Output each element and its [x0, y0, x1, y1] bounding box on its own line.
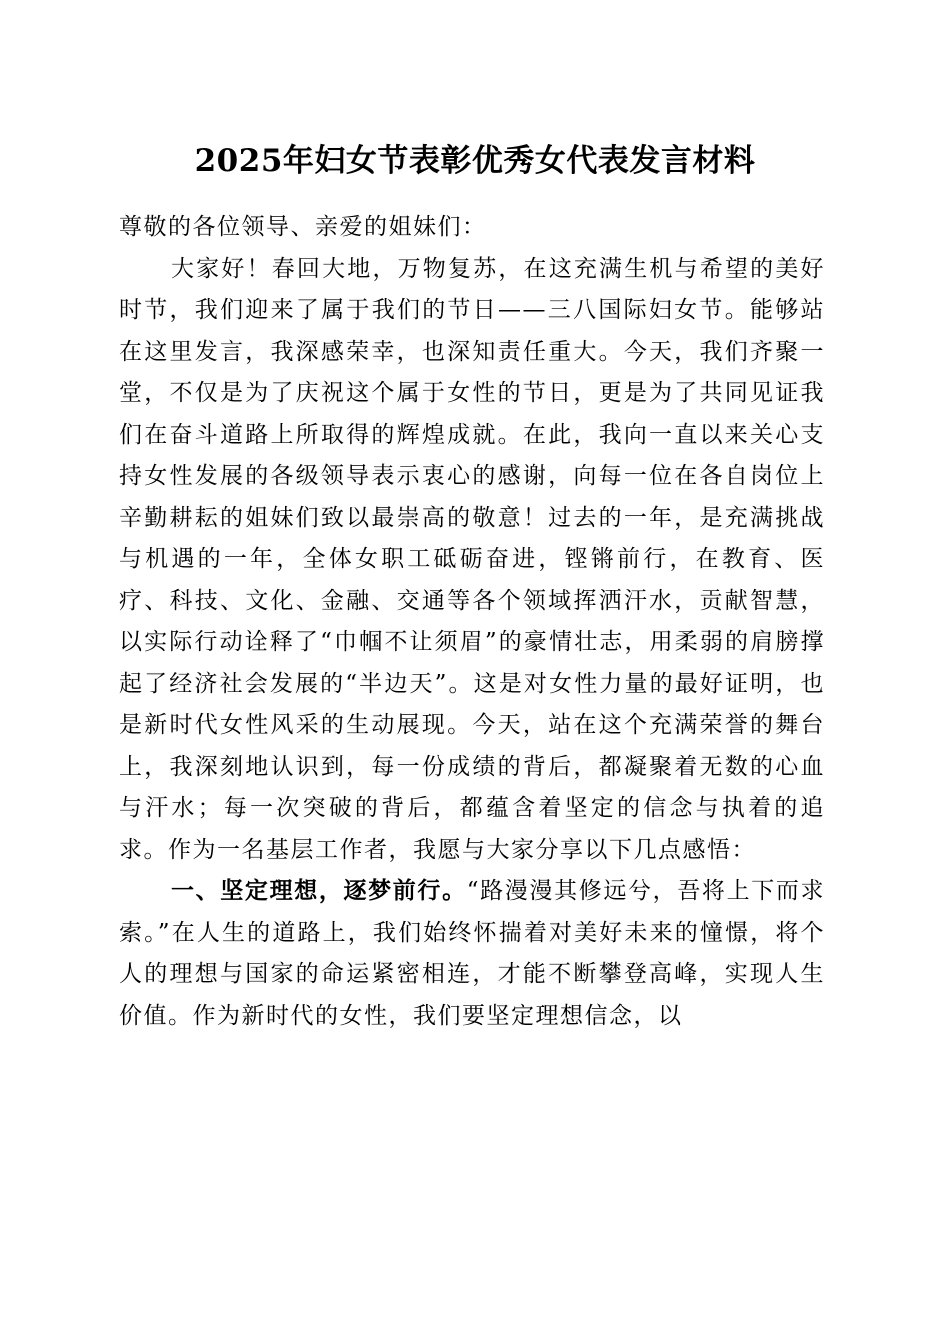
section-1-text: “路漫漫其修远兮，吾将上下而求索。”在人生的道路上，我们始终怀揣着对美好未来的憧憬，将个人的理想与国家的命运紧密相连，才能不断攀登高峰，实现人生价值。作为新时代的女性，我们要坚定理想信念，以 — [119, 878, 826, 1029]
document-body — [119, 207, 825, 1037]
paragraph-section-1 — [119, 871, 825, 1037]
salutation: 尊敬的各位领导、亲爱的姐妹们： — [119, 214, 487, 240]
section-1-heading: 一、坚定理想，逐梦前行。 — [171, 878, 467, 904]
document-title: 2025年妇女节表彰优秀女代表发言材料 — [194, 143, 756, 179]
paragraph-intro: 大家好！春回大地，万物复苏，在这充满生机与希望的美好时节，我们迎来了属于我们的节日——三八国际妇女节。能够站在这里发言，我深感荣幸，也深知责任重大。今天，我们齐聚一堂，不仅是为了庆祝这个属于女性的节日，更是为了共同见证我们在奋斗道路上所取得的辉煌成就。在此，我向一直以来关心支持女性发展的各级领导表示衷心的感谢，向每一位在各自岗位上辛勤耕耘的姐妹们致以最崇高的敬意！过去的一年，是充满挑战与机遇的一年，全体女职工砥砺奋进，铿锵前行，在教育、医疗、科技、文化、金融、交通等各个领域挥洒汗水，贡献智慧，以实际行动诠释了“巾帼不让须眉”的豪情壮志，用柔弱的肩膀撑起了经济社会发展的“半边天”。这是对女性力量的最好证明，也是新时代女性风采的生动展现。今天，站在这个充满荣誉的舞台上，我深刻地认识到，每一份成绩的背后，都凝聚着无数的心血与汗水；每一次突破的背后，都蕴含着坚定的信念与执着的追求。作为一名基层工作者，我愿与大家分享以下几点感悟： — [119, 255, 825, 863]
